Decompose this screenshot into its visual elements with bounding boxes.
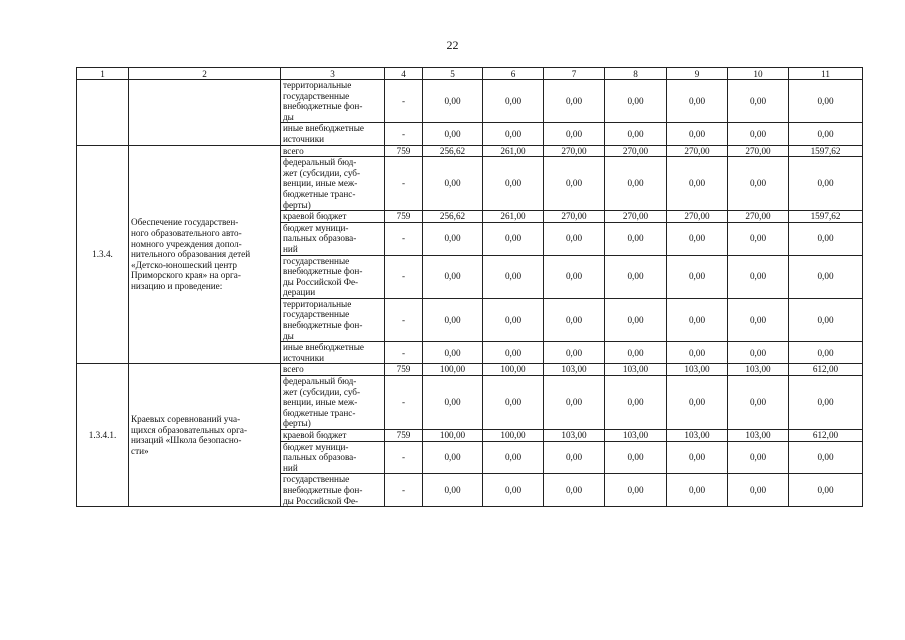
value-cell: 103,00 xyxy=(544,364,605,376)
value-cell: 0,00 xyxy=(544,80,605,123)
value-cell: 0,00 xyxy=(423,376,483,430)
funding-source-cell: краевой бюджет xyxy=(281,211,385,223)
value-cell: 0,00 xyxy=(605,157,667,211)
value-cell: 100,00 xyxy=(423,364,483,376)
value-cell: 0,00 xyxy=(789,474,863,507)
column-header: 4 xyxy=(385,68,423,80)
code-cell: - xyxy=(385,222,423,255)
value-cell: 0,00 xyxy=(789,342,863,364)
table-row xyxy=(77,80,863,123)
column-header: 2 xyxy=(129,68,281,80)
item-name-cell xyxy=(129,80,281,146)
value-cell: 0,00 xyxy=(728,298,789,341)
value-cell: 270,00 xyxy=(667,145,728,157)
value-cell: 0,00 xyxy=(423,298,483,341)
value-cell: 0,00 xyxy=(789,376,863,430)
value-cell: 0,00 xyxy=(789,123,863,145)
value-cell: 270,00 xyxy=(544,145,605,157)
value-cell: 256,62 xyxy=(423,145,483,157)
value-cell: 270,00 xyxy=(544,211,605,223)
value-cell: 0,00 xyxy=(544,376,605,430)
page-number: 22 xyxy=(446,38,459,52)
value-cell: 0,00 xyxy=(605,474,667,507)
value-cell: 0,00 xyxy=(789,157,863,211)
item-name-cell: Краевых соревнований уча- щихся образовательных орга- низаций «Школа безопасно- сти» xyxy=(129,364,281,507)
value-cell: 0,00 xyxy=(483,123,544,145)
value-cell: 0,00 xyxy=(423,80,483,123)
value-cell: 0,00 xyxy=(483,157,544,211)
value-cell: 0,00 xyxy=(605,298,667,341)
value-cell: 270,00 xyxy=(605,211,667,223)
value-cell: 612,00 xyxy=(789,430,863,442)
column-header: 8 xyxy=(605,68,667,80)
budget-table xyxy=(76,67,863,507)
value-cell: 0,00 xyxy=(423,123,483,145)
value-cell: 100,00 xyxy=(423,430,483,442)
table-row xyxy=(77,364,863,376)
column-header: 1 xyxy=(77,68,129,80)
header-row xyxy=(77,68,863,80)
funding-source-cell: всего xyxy=(281,364,385,376)
code-cell: - xyxy=(385,342,423,364)
value-cell: 256,62 xyxy=(423,211,483,223)
value-cell: 0,00 xyxy=(544,474,605,507)
value-cell: 0,00 xyxy=(789,298,863,341)
value-cell: 0,00 xyxy=(544,157,605,211)
value-cell: 0,00 xyxy=(423,342,483,364)
value-cell: 0,00 xyxy=(544,123,605,145)
value-cell: 0,00 xyxy=(667,123,728,145)
code-cell: - xyxy=(385,441,423,474)
code-cell: 759 xyxy=(385,211,423,223)
value-cell: 0,00 xyxy=(605,441,667,474)
table-row xyxy=(77,145,863,157)
value-cell: 0,00 xyxy=(728,376,789,430)
value-cell: 103,00 xyxy=(667,364,728,376)
funding-source-cell: иные внебюджетные источники xyxy=(281,342,385,364)
item-name-cell: Обеспечение государствен- ного образовательного авто- номного учреждения допол- нительного образования детей «Детско-юношеский центр Приморского края» на орга- низацию и проведение: xyxy=(129,145,281,364)
value-cell: 0,00 xyxy=(483,376,544,430)
value-cell: 0,00 xyxy=(789,222,863,255)
value-cell: 0,00 xyxy=(483,441,544,474)
code-cell: 759 xyxy=(385,430,423,442)
value-cell: 0,00 xyxy=(728,80,789,123)
column-header: 3 xyxy=(281,68,385,80)
funding-source-cell: государственные внебюджетные фон- ды Российской Фе- дерации xyxy=(281,255,385,298)
value-cell: 0,00 xyxy=(483,342,544,364)
value-cell: 0,00 xyxy=(544,298,605,341)
value-cell: 0,00 xyxy=(667,376,728,430)
value-cell: 0,00 xyxy=(728,255,789,298)
column-header: 7 xyxy=(544,68,605,80)
value-cell: 0,00 xyxy=(789,80,863,123)
value-cell: 100,00 xyxy=(483,430,544,442)
code-cell: - xyxy=(385,376,423,430)
value-cell: 103,00 xyxy=(728,430,789,442)
code-cell: - xyxy=(385,298,423,341)
value-cell: 0,00 xyxy=(667,222,728,255)
value-cell: 0,00 xyxy=(605,123,667,145)
code-cell: - xyxy=(385,157,423,211)
table-body xyxy=(77,80,863,507)
value-cell: 0,00 xyxy=(423,474,483,507)
value-cell: 0,00 xyxy=(728,222,789,255)
funding-source-cell: бюджет муници- пальных образова- ний xyxy=(281,441,385,474)
value-cell: 0,00 xyxy=(544,441,605,474)
value-cell: 0,00 xyxy=(423,222,483,255)
item-number-cell xyxy=(77,80,129,146)
column-header: 10 xyxy=(728,68,789,80)
value-cell: 0,00 xyxy=(667,255,728,298)
value-cell: 0,00 xyxy=(605,376,667,430)
value-cell: 0,00 xyxy=(667,80,728,123)
funding-source-cell: иные внебюджетные источники xyxy=(281,123,385,145)
value-cell: 612,00 xyxy=(789,364,863,376)
value-cell: 270,00 xyxy=(605,145,667,157)
value-cell: 0,00 xyxy=(423,441,483,474)
column-header: 11 xyxy=(789,68,863,80)
value-cell: 0,00 xyxy=(605,255,667,298)
value-cell: 0,00 xyxy=(605,342,667,364)
item-number-cell: 1.3.4.1. xyxy=(77,364,129,507)
funding-source-cell: государственные внебюджетные фон- ды Российской Фе- xyxy=(281,474,385,507)
value-cell: 0,00 xyxy=(728,342,789,364)
funding-source-cell: территориальные государственные внебюджетные фон- ды xyxy=(281,80,385,123)
value-cell: 0,00 xyxy=(544,342,605,364)
value-cell: 0,00 xyxy=(728,441,789,474)
item-number-cell: 1.3.4. xyxy=(77,145,129,364)
funding-source-cell: федеральный бюд- жет (субсидии, суб- венции, иные меж- бюджетные транс- ферты) xyxy=(281,376,385,430)
column-header: 9 xyxy=(667,68,728,80)
value-cell: 0,00 xyxy=(483,222,544,255)
value-cell: 0,00 xyxy=(605,80,667,123)
funding-source-cell: федеральный бюд- жет (субсидии, суб- венции, иные меж- бюджетные транс- ферты) xyxy=(281,157,385,211)
code-cell: 759 xyxy=(385,364,423,376)
value-cell: 261,00 xyxy=(483,145,544,157)
value-cell: 0,00 xyxy=(483,255,544,298)
value-cell: 1597,62 xyxy=(789,145,863,157)
value-cell: 0,00 xyxy=(728,474,789,507)
value-cell: 0,00 xyxy=(667,342,728,364)
value-cell: 0,00 xyxy=(423,255,483,298)
value-cell: 0,00 xyxy=(544,255,605,298)
column-header: 6 xyxy=(483,68,544,80)
funding-source-cell: территориальные государственные внебюджетные фон- ды xyxy=(281,298,385,341)
value-cell: 270,00 xyxy=(728,211,789,223)
value-cell: 0,00 xyxy=(667,298,728,341)
value-cell: 270,00 xyxy=(728,145,789,157)
value-cell: 103,00 xyxy=(605,364,667,376)
value-cell: 270,00 xyxy=(667,211,728,223)
value-cell: 0,00 xyxy=(423,157,483,211)
value-cell: 100,00 xyxy=(483,364,544,376)
value-cell: 0,00 xyxy=(728,157,789,211)
value-cell: 0,00 xyxy=(667,441,728,474)
value-cell: 0,00 xyxy=(728,123,789,145)
value-cell: 0,00 xyxy=(667,474,728,507)
code-cell: - xyxy=(385,80,423,123)
code-cell: - xyxy=(385,123,423,145)
code-cell: - xyxy=(385,255,423,298)
value-cell: 103,00 xyxy=(667,430,728,442)
value-cell: 0,00 xyxy=(483,298,544,341)
value-cell: 103,00 xyxy=(544,430,605,442)
value-cell: 0,00 xyxy=(605,222,667,255)
value-cell: 103,00 xyxy=(605,430,667,442)
code-cell: 759 xyxy=(385,145,423,157)
value-cell: 0,00 xyxy=(544,222,605,255)
value-cell: 1597,62 xyxy=(789,211,863,223)
funding-source-cell: краевой бюджет xyxy=(281,430,385,442)
value-cell: 0,00 xyxy=(483,80,544,123)
value-cell: 0,00 xyxy=(483,474,544,507)
value-cell: 0,00 xyxy=(789,441,863,474)
funding-source-cell: всего xyxy=(281,145,385,157)
value-cell: 103,00 xyxy=(728,364,789,376)
column-header: 5 xyxy=(423,68,483,80)
value-cell: 0,00 xyxy=(667,157,728,211)
code-cell: - xyxy=(385,474,423,507)
funding-source-cell: бюджет муници- пальных образова- ний xyxy=(281,222,385,255)
value-cell: 0,00 xyxy=(789,255,863,298)
value-cell: 261,00 xyxy=(483,211,544,223)
